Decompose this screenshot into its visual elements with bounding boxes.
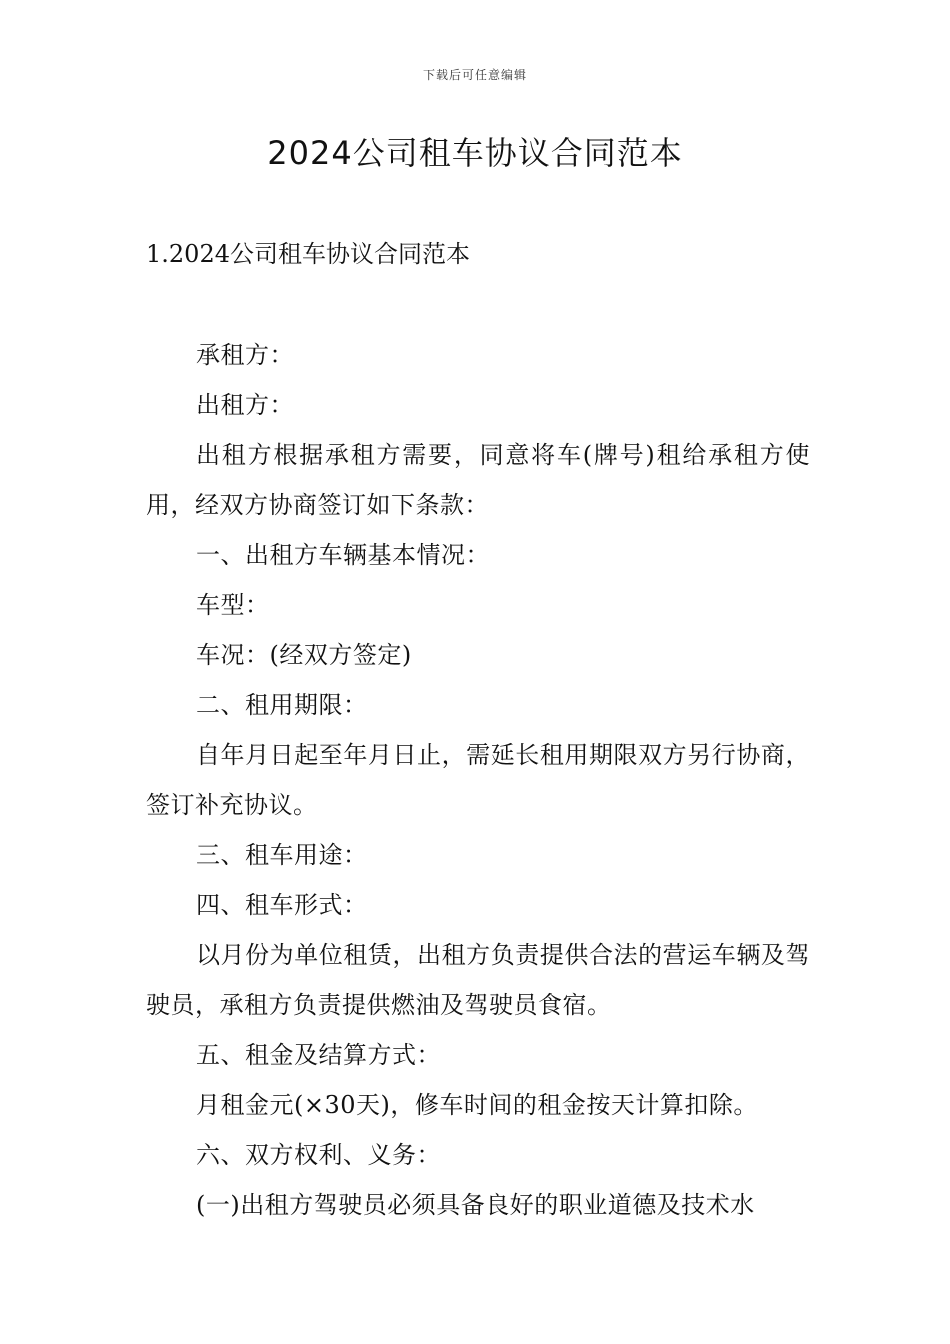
section-heading: 1.2024公司租车协议合同范本 — [146, 240, 470, 268]
clause-5-heading: 五、租金及结算方式： — [196, 1041, 441, 1069]
clause-2-heading: 二、租用期限： — [196, 691, 368, 719]
clause-1-heading: 一、出租方车辆基本情况： — [196, 541, 490, 569]
paragraph-lessor: 出租方： — [196, 391, 294, 419]
paragraph-rental-form: 以月份为单位租赁，出租方负责提供合法的营运车辆及驾驶员，承租方负责提供燃油及驾驶员食宿。 — [146, 941, 810, 1019]
paragraph-rent: 月租金元(×30天)，修车时间的租金按天计算扣除。 — [196, 1091, 758, 1119]
paragraph-lessee: 承租方： — [196, 341, 294, 369]
header-note: 下载后可任意编辑 — [422, 68, 527, 82]
clause-4-heading: 四、租车形式： — [196, 891, 368, 919]
paragraph-term: 自年月日起至年月日止，需延长租用期限双方另行协商，签订补充协议。 — [146, 741, 810, 819]
clause-3-heading: 三、租车用途： — [196, 841, 368, 869]
paragraph-vehicle-condition: 车况：(经双方签定) — [196, 641, 412, 669]
paragraph-obligation-1: (一)出租方驾驶员必须具备良好的职业道德及技术水 — [196, 1191, 755, 1219]
document-title: 2024公司租车协议合同范本 — [267, 134, 683, 172]
paragraph-vehicle-model: 车型： — [196, 591, 270, 619]
paragraph-intro: 出租方根据承租方需要，同意将车(牌号)租给承租方使用，经双方协商签订如下条款： — [146, 441, 810, 519]
document-body — [146, 330, 810, 1230]
clause-6-heading: 六、双方权利、义务： — [196, 1141, 441, 1169]
